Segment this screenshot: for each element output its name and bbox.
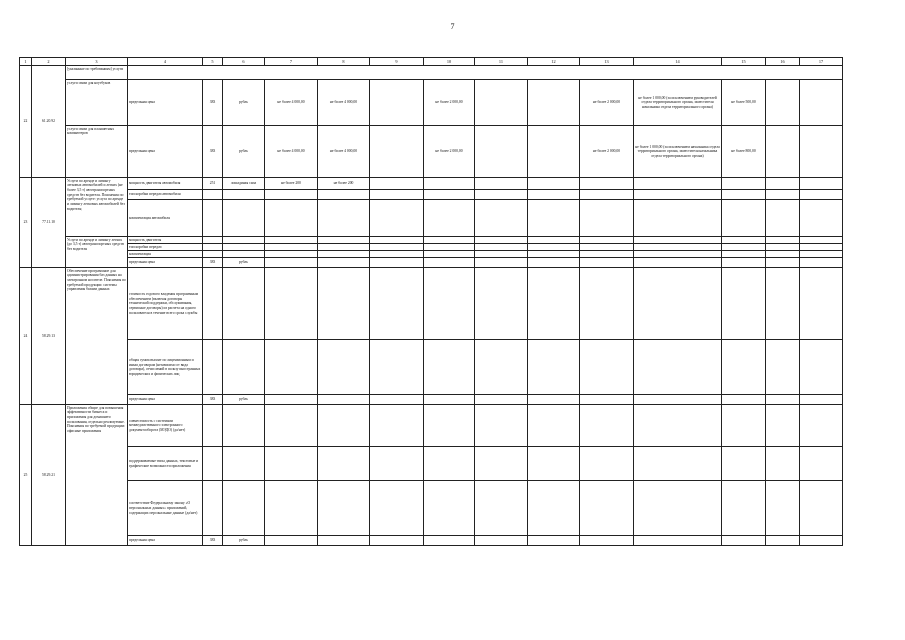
column-number-17: 17	[800, 58, 843, 66]
empty-cell	[634, 340, 722, 395]
empty-cell	[800, 405, 843, 447]
empty-cell	[265, 536, 318, 546]
empty-cell	[223, 251, 265, 258]
empty-cell	[580, 395, 634, 405]
empty-cell	[800, 200, 843, 237]
item-name: Услуги по аренде и лизингу легковых автомобилей и легких (не более 3,5 т) автотранспортных средств без водителя. Пояснения по требуемой услуге: услуга по аренде и лизингу легковых автомобилей без водителя;	[66, 178, 128, 237]
empty-cell	[766, 447, 800, 481]
empty-cell	[634, 395, 722, 405]
empty-cell	[424, 447, 475, 481]
empty-cell	[370, 126, 424, 178]
empty-cell	[800, 258, 843, 268]
item-name: Обеспечение программное для администрирования баз данных на электронном носителе. Пояснения по требуемой продукции: системы управления базами данных	[66, 268, 128, 405]
empty-cell	[424, 200, 475, 237]
characteristic: предельная цена	[128, 258, 203, 268]
characteristic: тип коробки передач	[128, 244, 203, 251]
okpd-code: 58.29.13	[32, 268, 66, 405]
characteristic: предельная цена	[128, 395, 203, 405]
empty-cell	[528, 80, 580, 126]
characteristic: комплектация	[128, 251, 203, 258]
empty-cell	[318, 536, 370, 546]
unit-code: 383	[203, 126, 223, 178]
characteristic: мощность двигателя автомобиля	[128, 178, 203, 190]
empty-cell	[424, 190, 475, 200]
empty-cell	[580, 237, 634, 244]
empty-cell	[800, 536, 843, 546]
empty-cell	[203, 200, 223, 237]
column-number-11: 11	[475, 58, 528, 66]
document-sheet	[19, 57, 838, 557]
empty-cell	[203, 251, 223, 258]
empty-cell	[424, 481, 475, 536]
empty-cell	[318, 200, 370, 237]
empty-cell	[634, 447, 722, 481]
empty-cell	[766, 268, 800, 340]
empty-cell	[634, 244, 722, 251]
value-col13: не более 2 000,00	[580, 126, 634, 178]
empty-cell	[265, 190, 318, 200]
column-number-4: 4	[128, 58, 203, 66]
empty-cell	[424, 405, 475, 447]
empty-cell	[766, 536, 800, 546]
empty-cell	[265, 405, 318, 447]
empty-cell	[475, 200, 528, 237]
empty-cell	[318, 447, 370, 481]
column-number-6: 6	[223, 58, 265, 66]
empty-cell	[766, 80, 800, 126]
empty-cell	[800, 178, 843, 190]
empty-cell	[528, 237, 580, 244]
characteristic: поддерживаемые типы данных, текстовые и графические возможности приложения	[128, 447, 203, 481]
empty-cell	[223, 405, 265, 447]
empty-cell	[634, 251, 722, 258]
unit-code: 251	[203, 178, 223, 190]
column-number-7: 7	[265, 58, 318, 66]
empty-cell	[223, 481, 265, 536]
empty-cell	[203, 447, 223, 481]
empty-cell	[318, 268, 370, 340]
empty-cell	[475, 237, 528, 244]
empty-cell	[580, 200, 634, 237]
value-col10: не более 2 000,00	[424, 80, 475, 126]
characteristic: совместимость с системами межведомственного электронного документооборота (МЭДО) (да/нет)	[128, 405, 203, 447]
column-number-12: 12	[528, 58, 580, 66]
empty-cell	[265, 447, 318, 481]
empty-cell	[223, 447, 265, 481]
empty-cell	[203, 481, 223, 536]
column-number-16: 16	[766, 58, 800, 66]
empty-cell	[634, 200, 722, 237]
empty-cell	[370, 447, 424, 481]
empty-cell	[634, 405, 722, 447]
empty-cell	[722, 251, 766, 258]
empty-cell	[424, 244, 475, 251]
empty-cell	[370, 405, 424, 447]
empty-cell	[223, 244, 265, 251]
empty-cell	[722, 340, 766, 395]
empty-cell	[265, 258, 318, 268]
empty-cell	[370, 237, 424, 244]
empty-cell	[722, 190, 766, 200]
empty-cell	[634, 237, 722, 244]
empty-cell	[424, 268, 475, 340]
empty-cell	[722, 200, 766, 237]
value-col15: не более 800,00	[722, 126, 766, 178]
characteristic: предельная цена	[128, 536, 203, 546]
empty-cell	[528, 268, 580, 340]
empty-cell	[528, 340, 580, 395]
empty-cell	[722, 237, 766, 244]
column-number-10: 10	[424, 58, 475, 66]
requirements-table	[19, 57, 843, 546]
page-number: 7	[450, 22, 455, 31]
empty-cell	[580, 268, 634, 340]
empty-cell	[203, 340, 223, 395]
empty-cell	[580, 258, 634, 268]
empty-cell	[766, 251, 800, 258]
column-number-14: 14	[634, 58, 722, 66]
empty-cell	[800, 447, 843, 481]
unit-name: лошадиная сила	[223, 178, 265, 190]
empty-cell	[634, 268, 722, 340]
empty-cell	[203, 268, 223, 340]
empty-cell	[634, 258, 722, 268]
okpd-code: 61.20.92	[32, 66, 66, 178]
empty-cell	[634, 481, 722, 536]
characteristic: предельная цена	[128, 80, 203, 126]
unit-name: рубль	[223, 126, 265, 178]
empty-cell	[475, 190, 528, 200]
empty-cell	[318, 237, 370, 244]
empty-cell	[203, 237, 223, 244]
empty-cell	[475, 251, 528, 258]
empty-cell	[318, 258, 370, 268]
empty-cell	[318, 395, 370, 405]
empty-cell	[800, 190, 843, 200]
empty-cell	[800, 340, 843, 395]
column-number-1: 1	[20, 58, 32, 66]
empty-cell	[128, 66, 843, 80]
empty-cell	[528, 258, 580, 268]
item-name: услуги связи для ноутбуков	[66, 80, 128, 126]
value-col7: не более 4 000,00	[265, 126, 318, 178]
column-number-2: 2	[32, 58, 66, 66]
empty-cell	[766, 481, 800, 536]
empty-cell	[800, 251, 843, 258]
empty-cell	[475, 268, 528, 340]
value-col7: не более 200	[265, 178, 318, 190]
empty-cell	[528, 405, 580, 447]
empty-cell	[722, 268, 766, 340]
header-row	[20, 58, 843, 66]
empty-cell	[800, 80, 843, 126]
column-number-13: 13	[580, 58, 634, 66]
characteristic: общая сумма выплат по лицензионным и иным договорам (независимо от вида договора), отчислений в пользу иностранных юридических и физических лиц	[128, 340, 203, 395]
empty-cell	[370, 268, 424, 340]
empty-cell	[722, 536, 766, 546]
empty-cell	[800, 237, 843, 244]
unit-code: 383	[203, 395, 223, 405]
empty-cell	[424, 251, 475, 258]
empty-cell	[475, 126, 528, 178]
empty-cell	[475, 536, 528, 546]
empty-cell	[475, 178, 528, 190]
column-number-3: 3	[66, 58, 128, 66]
empty-cell	[766, 405, 800, 447]
unit-name: рубль	[223, 536, 265, 546]
empty-cell	[223, 268, 265, 340]
empty-cell	[766, 395, 800, 405]
empty-cell	[580, 405, 634, 447]
empty-cell	[722, 244, 766, 251]
empty-cell	[800, 268, 843, 340]
empty-cell	[722, 258, 766, 268]
empty-cell	[580, 244, 634, 251]
column-number-5: 5	[203, 58, 223, 66]
empty-cell	[475, 340, 528, 395]
characteristic: соответствие Федеральному закону «О персональных данных» приложений, содержащих персональные данные (да/нет)	[128, 481, 203, 536]
empty-cell	[800, 481, 843, 536]
unit-name: рубль	[223, 395, 265, 405]
empty-cell	[265, 395, 318, 405]
empty-cell	[475, 80, 528, 126]
empty-cell	[722, 447, 766, 481]
empty-cell	[265, 237, 318, 244]
empty-cell	[318, 251, 370, 258]
empty-cell	[203, 244, 223, 251]
empty-cell	[580, 481, 634, 536]
empty-cell	[424, 395, 475, 405]
empty-cell	[722, 481, 766, 536]
empty-cell	[223, 237, 265, 244]
empty-cell	[223, 190, 265, 200]
empty-cell	[722, 395, 766, 405]
characteristic: тип коробки передач автомобиля	[128, 190, 203, 200]
value-col8: не более 4 000,00	[318, 80, 370, 126]
empty-cell	[528, 244, 580, 251]
empty-cell	[766, 126, 800, 178]
unit-name: рубль	[223, 80, 265, 126]
row-number: 23	[20, 178, 32, 268]
empty-cell	[223, 200, 265, 237]
empty-cell	[766, 244, 800, 251]
value-col15: не более 500,00	[722, 80, 766, 126]
empty-cell	[318, 340, 370, 395]
empty-cell	[634, 536, 722, 546]
empty-cell	[528, 447, 580, 481]
characteristic: стоимость годового владения программным обеспечением (включая договоры технической поддержки, обслуживания, сервисные договоры) из расчета на одного пользователя в течение всего срока службы	[128, 268, 203, 340]
empty-cell	[722, 405, 766, 447]
empty-cell	[634, 178, 722, 190]
characteristic: комплектация автомобиля	[128, 200, 203, 237]
empty-cell	[475, 258, 528, 268]
characteristic: мощность двигателя	[128, 237, 203, 244]
empty-cell	[370, 200, 424, 237]
empty-cell	[424, 340, 475, 395]
empty-cell	[528, 200, 580, 237]
empty-cell	[528, 178, 580, 190]
empty-cell	[370, 244, 424, 251]
empty-cell	[766, 190, 800, 200]
empty-cell	[265, 244, 318, 251]
empty-cell	[528, 481, 580, 536]
item-name: услуги связи для планшетных компьютеров	[66, 126, 128, 178]
okpd-code: 58.29.21	[32, 405, 66, 546]
value-col14: не более 1 000,00 (за исключением начальника отдела территориального органа, заместителя начальника отдела территориального органа)	[634, 126, 722, 178]
value-col13: не более 2 000,00	[580, 80, 634, 126]
empty-cell	[265, 251, 318, 258]
empty-cell	[370, 251, 424, 258]
empty-cell	[370, 395, 424, 405]
empty-cell	[528, 395, 580, 405]
empty-cell	[475, 481, 528, 536]
empty-cell	[318, 481, 370, 536]
unit-code: 383	[203, 258, 223, 268]
empty-cell	[800, 395, 843, 405]
empty-cell	[318, 244, 370, 251]
row-number: 24	[20, 268, 32, 405]
empty-cell	[318, 190, 370, 200]
column-number-15: 15	[722, 58, 766, 66]
item-name: Приложения общие для повышения эффективности бизнеса и приложения для домашнего пользования, отдельно реализуемые. Пояснения по требуемой продукции: офисные приложения	[66, 405, 128, 546]
empty-cell	[203, 405, 223, 447]
empty-cell	[528, 190, 580, 200]
item-name: Услуги по аренде и лизингу легких (до 3,5 т) автотранспортных средств без водителя	[66, 237, 128, 268]
value-col7: не более 4 000,00	[265, 80, 318, 126]
empty-cell	[370, 190, 424, 200]
empty-cell	[766, 237, 800, 244]
empty-cell	[265, 340, 318, 395]
empty-cell	[475, 244, 528, 251]
column-number-8: 8	[318, 58, 370, 66]
row-number: 22	[20, 66, 32, 178]
empty-cell	[370, 178, 424, 190]
empty-cell	[475, 447, 528, 481]
empty-cell	[580, 447, 634, 481]
value-col14: не более 1 000,00 (за исключением руководителей отдела территориального органа, заместителя начальника отдела территориального органа)	[634, 80, 722, 126]
empty-cell	[370, 80, 424, 126]
empty-cell	[424, 178, 475, 190]
empty-cell	[580, 340, 634, 395]
empty-cell	[580, 190, 634, 200]
value-col8: не более 4 000,00	[318, 126, 370, 178]
empty-cell	[223, 340, 265, 395]
empty-cell	[424, 237, 475, 244]
empty-cell	[766, 200, 800, 237]
empty-cell	[580, 178, 634, 190]
empty-cell	[800, 244, 843, 251]
empty-cell	[475, 395, 528, 405]
empty-cell	[203, 190, 223, 200]
row-number: 25	[20, 405, 32, 546]
empty-cell	[528, 251, 580, 258]
empty-cell	[370, 481, 424, 536]
unit-code: 383	[203, 80, 223, 126]
empty-cell	[265, 481, 318, 536]
empty-cell	[766, 340, 800, 395]
column-number-9: 9	[370, 58, 424, 66]
okpd-code: 77.11.10	[32, 178, 66, 268]
unit-name: рубль	[223, 258, 265, 268]
empty-cell	[370, 536, 424, 546]
empty-cell	[475, 405, 528, 447]
unit-code: 383	[203, 536, 223, 546]
empty-cell	[265, 268, 318, 340]
empty-cell	[370, 258, 424, 268]
empty-cell	[766, 258, 800, 268]
empty-cell	[722, 178, 766, 190]
empty-cell	[424, 258, 475, 268]
empty-cell	[580, 536, 634, 546]
empty-cell	[634, 190, 722, 200]
value-col10: не более 2 000,00	[424, 126, 475, 178]
empty-cell	[800, 126, 843, 178]
empty-cell	[424, 536, 475, 546]
empty-cell	[265, 200, 318, 237]
empty-cell	[766, 178, 800, 190]
empty-cell	[318, 405, 370, 447]
empty-cell	[528, 536, 580, 546]
empty-cell	[370, 340, 424, 395]
empty-cell	[580, 251, 634, 258]
value-col8: не более 200	[318, 178, 370, 190]
characteristic: предельная цена	[128, 126, 203, 178]
empty-cell	[528, 126, 580, 178]
item-name: [указанные по требованиям] услуги	[66, 66, 128, 80]
